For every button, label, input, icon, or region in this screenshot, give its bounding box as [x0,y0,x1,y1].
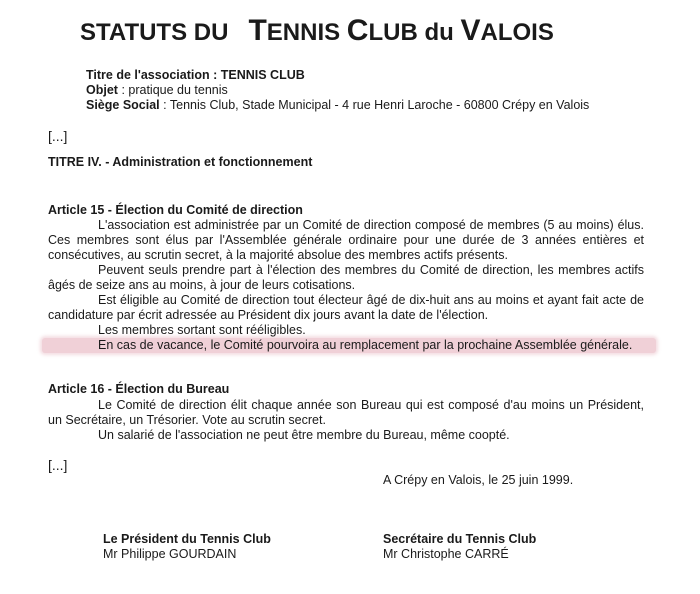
siege-label: Siège Social [86,98,160,112]
assoc-value: TENNIS CLUB [220,68,305,82]
title-c-cap: C [346,14,369,47]
title-v-rest: ALOIS [480,19,554,46]
highlighted-paragraph: En cas de vacance, le Comité pourvoira au remplacement par la prochaine Assemblée générale. [42,338,656,353]
article16-body [48,398,644,443]
article16-paragraph: Le Comité de direction élit chaque année son Bureau qui est composé d'au moins un Président, un Secrétaire, un Trésorier. Vote au scrutin secret. [48,398,644,427]
title-v-cap: V [460,14,481,47]
ellipsis-bottom: [...] [48,457,68,473]
title-part1: STATUTS DU [80,19,229,46]
president-name: Mr Philippe GOURDAIN [103,547,237,561]
president-signature [103,532,271,562]
objet-label: Objet [86,83,118,97]
article15-paragraph: L'association est administrée par un Comité de direction composé de membres (5 au moins) élus. Ces membres sont élus par l'Assemblée générale ordinaire pour une durée de 3 années entières et consécutives, au scrutin secret, à la majorité absolue des membres actifs présents. [48,218,644,262]
title-t-cap: T [248,14,267,47]
title-du: du [424,19,461,46]
assoc-line [86,68,305,83]
objet-line [86,83,228,98]
objet-value: : pratique du tennis [121,83,228,97]
article15-paragraph: Est éligible au Comité de direction tout électeur âgé de dix-huit ans au moins et ayant fait acte de candidature par écrit adressée au Président dix jours avant la date de l'élection. [48,293,644,322]
siege-line [86,98,589,113]
article15-paragraph: Les membres sortant sont rééligibles. [98,323,306,337]
document-title [80,14,554,48]
secretary-name: Mr Christophe CARRÉ [383,547,509,561]
article15-heading: Article 15 - Élection du Comité de direction [48,203,303,217]
article16-paragraph: Un salarié de l'association ne peut être membre du Bureau, même coopté. [98,428,510,442]
article16-heading: Article 16 - Élection du Bureau [48,382,230,396]
secretary-signature [383,532,536,562]
titre4-heading: TITRE IV. - Administration et fonctionnement [48,155,313,169]
date-line: A Crépy en Valois, le 25 juin 1999. [383,473,574,487]
assoc-label: Titre de l'association : [86,68,218,82]
article15-body [48,218,644,353]
title-c-rest: LUB [368,19,425,46]
ellipsis-top: [...] [48,128,68,144]
president-role: Le Président du Tennis Club [103,532,271,546]
secretary-role: Secrétaire du Tennis Club [383,532,537,546]
siege-value: : Tennis Club, Stade Municipal - 4 rue Henri Laroche - 60800 Crépy en Valois [163,98,590,112]
article15-paragraph: Peuvent seuls prendre part à l'élection des membres du Comité de direction, les membres actifs âgés de seize ans au moins, à jour de leurs cotisations. [48,263,644,292]
title-t-rest: ENNIS [266,19,347,46]
